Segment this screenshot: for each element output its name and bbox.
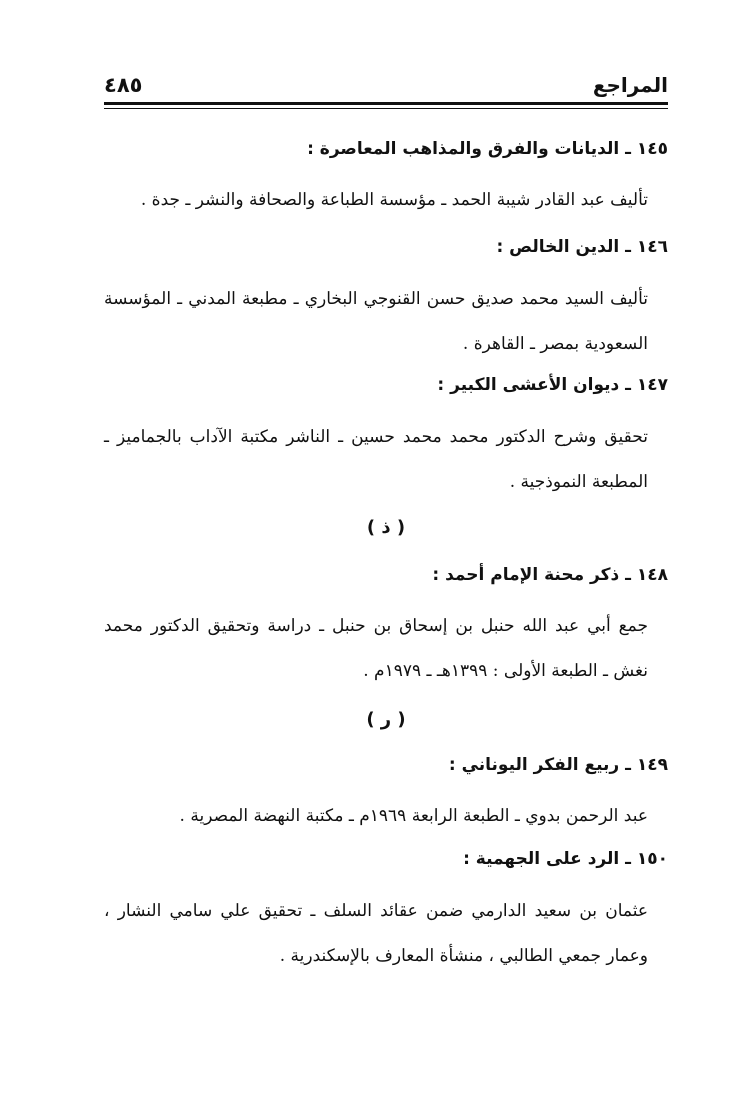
entry-title-146: ١٤٦ ـ الدين الخالص : [496,237,668,257]
header-rule-thick [104,102,668,105]
entry-title-145: ١٤٥ ـ الديانات والفرق والمذاهب المعاصرة : [307,139,668,159]
entry-body-147: تحقيق وشرح الدكتور محمد محمد حسين ـ الناشر مكتبة الآداب بالجماميز ـ المطبعة النموذجية . [104,427,648,492]
section-letter-ra: ( ر ) [366,709,406,730]
entry-body-149: عبد الرحمن بدوي ـ الطبعة الرابعة ١٩٦٩م ـ مكتبة النهضة المصرية . [179,806,648,826]
entry-body-145: تأليف عبد القادر شيبة الحمد ـ مؤسسة الطباعة والصحافة والنشر ـ جدة . [140,190,648,210]
header-rule-thin [104,108,668,109]
entry-body-150: عثمان بن سعيد الدارمي ضمن عقائد السلف ـ تحقيق علي سامي النشار ، وعمار جمعي الطالبي ، منشأة المعارف بالإسكندرية . [104,901,648,966]
entry-title-148: ١٤٨ ـ ذكر محنة الإمام أحمد : [432,565,668,585]
page-header [104,70,668,100]
entry-title-150: ١٥٠ ـ الرد على الجهمية : [463,849,668,869]
entry-title-149: ١٤٩ ـ ربيع الفكر اليوناني : [448,755,668,775]
entry-title-147: ١٤٧ ـ ديوان الأعشى الكبير : [437,375,668,395]
entry-body-148: جمع أبي عبد الله حنبل بن إسحاق بن حنبل ـ دراسة وتحقيق الدكتور محمد نغش ـ الطبعة الأولى : ١٣٩٩هـ ـ ١٩٧٩م . [104,616,648,681]
running-title: المراجع [592,73,668,97]
page-number: ٤٨٥ [104,73,143,97]
section-letter-dhal: ( ذ ) [366,517,406,538]
entry-body-146: تأليف السيد محمد صديق حسن القنوجي البخاري ـ مطبعة المدني ـ المؤسسة السعودية بمصر ـ القاهرة . [104,289,648,354]
